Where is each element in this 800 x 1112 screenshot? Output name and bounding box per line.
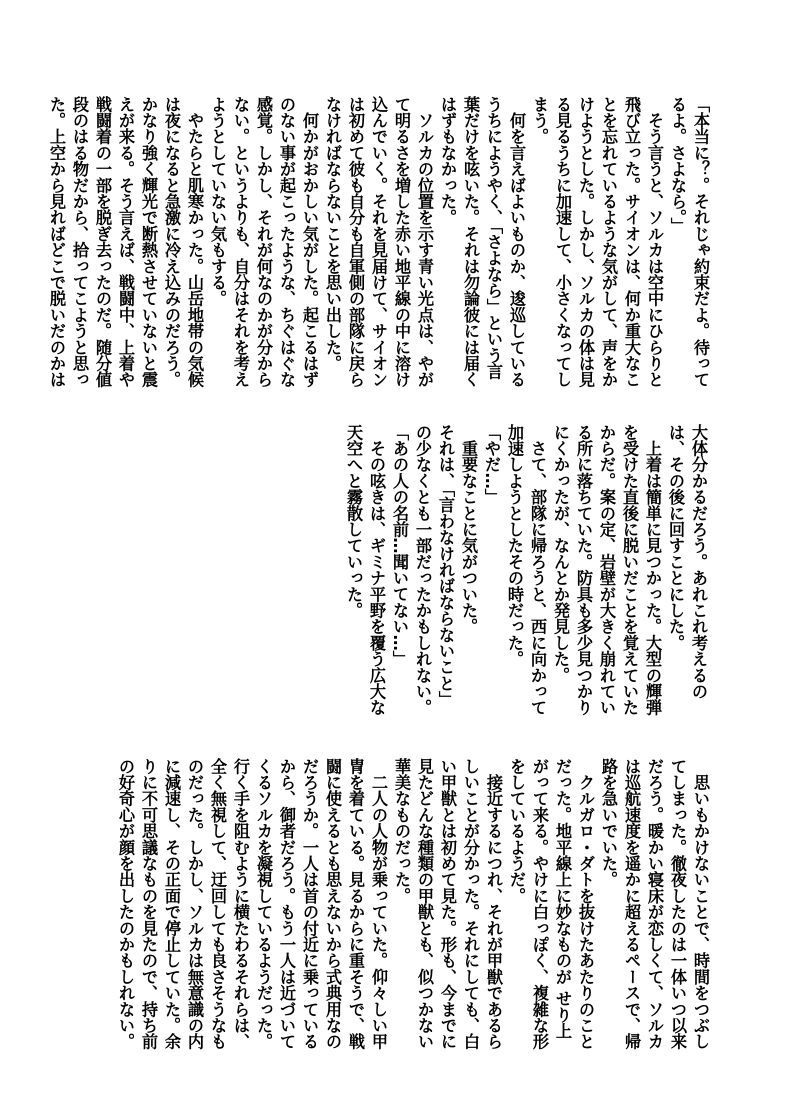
text-line: は初めて彼も自分も自軍側の部隊に戻ら xyxy=(346,96,365,388)
text-line: い甲獣とは初めて見た。形も、今までに xyxy=(438,758,457,1050)
text-line: 大体分かるだろう。あれこれ考えるの xyxy=(689,424,708,700)
text-line: がって来る。やけに白っぽく、複雑な形 xyxy=(530,758,549,1050)
text-line: まう。 xyxy=(530,96,549,145)
text-line: しいことが分かった。それにしても、白 xyxy=(461,758,480,1050)
text-line: その呟きは、ギミナ平野を覆う広大な xyxy=(367,424,386,716)
text-line: 全く無視して、迂回しても良さそうなも xyxy=(208,758,227,1050)
text-line: クルガロ・ダトを抜けたあたりのこと xyxy=(576,758,595,1050)
text-line: のない事が起こったような、ちぐはぐな xyxy=(277,96,296,388)
text-line: 華美なものだった。 xyxy=(392,758,411,904)
text-line: から、御者だろう。もう一人は近づいて xyxy=(277,758,296,1050)
text-line: にくかったが、なんとか発見した。 xyxy=(551,424,570,684)
text-line: は、その後に回すことにした。 xyxy=(666,424,685,651)
text-line: 感覚。しかし、それが何なのかが分から xyxy=(254,96,273,388)
text-line: をしているようだ。 xyxy=(507,758,526,904)
text-line: てしまった。徹夜したのは一体いつ以来 xyxy=(668,758,687,1050)
text-line: かなり強く輝光で断熱させていないと震 xyxy=(139,96,158,388)
text-line: 冑を着ている。見るからに重そうで、戦 xyxy=(346,758,365,1050)
text-line: 葉だけを呟いた。それは勿論彼には届く xyxy=(461,96,480,388)
text-line: ようとしていない気もする。 xyxy=(208,96,227,307)
text-line: うちにようやく、「さよなら」という言 xyxy=(484,96,503,380)
text-line: た。上空から見ればどこで脱いだのかは xyxy=(47,96,66,388)
text-line: て明るさを増した赤い地平線の中に溶け xyxy=(392,96,411,388)
text-line: るよ。さよなら。」 xyxy=(668,96,687,234)
text-line: それは、「言わなければならないこと」 xyxy=(436,424,455,708)
text-line: に減速し、その正面で停止していた。余 xyxy=(162,758,181,1050)
text-line: 思いもかけないことで、時間をつぶし xyxy=(691,758,710,1050)
text-line: 接近するにつれ、それが甲獣であるら xyxy=(484,758,503,1050)
text-line: の好奇心が顔を出したのかもしれない。 xyxy=(116,758,135,1050)
text-line: だろうか。一人は首の付近に乗っている xyxy=(300,758,319,1050)
text-line: は巡航速度を遥かに超えるペースで、帰 xyxy=(622,758,641,1050)
text-line: ソルカの位置を示す青い光点は、やが xyxy=(415,96,434,388)
text-line: 天空へと霧散していった。 xyxy=(344,424,363,619)
text-line: を受けた直後に脱いだことを覚えていた xyxy=(620,424,639,716)
text-line: 込んでいく。それを見届けて、サイオン xyxy=(369,96,388,388)
text-line: 飛び立った。サイオンは、何か重大なこ xyxy=(622,96,641,388)
text-line: くるソルカを凝視しているようだった。 xyxy=(254,758,273,1050)
text-block-1 xyxy=(45,96,712,388)
text-line: 行く手を阻むように横たわるそれらは、 xyxy=(231,758,250,1050)
text-line: 「やだ…」 xyxy=(482,424,501,505)
text-line: 路を急いでいた。 xyxy=(599,758,618,888)
text-line: 「本当に？。それじゃ約束だよ。待って xyxy=(691,96,710,388)
text-line: なければならないことを思い出した。 xyxy=(323,96,342,372)
text-line: えが来る。そう言えば、戦闘中、上着や xyxy=(116,96,135,388)
text-line: さて、部隊に帰ろうと、西に向かって xyxy=(528,424,547,716)
text-line: だろう。暖かい寝床が恋しくて、ソルカ xyxy=(645,758,664,1050)
text-line: はずもなかった。 xyxy=(438,96,457,226)
text-line: 戦闘着の一部を脱ぎ去ったのだ。随分値 xyxy=(93,96,112,388)
text-line: 段のはる物だから、拾ってこようと思っ xyxy=(70,96,89,388)
text-line: けようとした。しかし、ソルカの体は見 xyxy=(576,96,595,388)
text-line: は夜になると急激に冷え込みのだろう。 xyxy=(162,96,181,388)
text-line: 上着は簡単に見つかった。大型の輝弾 xyxy=(643,424,662,716)
text-block-3 xyxy=(114,758,712,1050)
text-line: 何を言えばよいものか、逡巡している xyxy=(507,96,526,388)
text-line: のだった。しかし、ソルカは無意識の内 xyxy=(185,758,204,1050)
text-line: 二人の人物が乗っていた。仰々しい甲 xyxy=(369,758,388,1050)
text-line: ない。というよりも、自分はそれを考え xyxy=(231,96,250,388)
text-line: 「あの人の名前…聞いてない…」 xyxy=(390,424,409,667)
text-line: 重要なことに気がついた。 xyxy=(459,424,478,635)
text-line: 闘に使えるとも思えないから式典用なの xyxy=(323,758,342,1050)
text-line: 加速しようとしたその時だった。 xyxy=(505,424,524,667)
text-line: やたらと肌寒かった。山岳地帯の気候 xyxy=(185,96,204,388)
text-line: る見るうちに加速して、小さくなってし xyxy=(553,96,572,388)
text-line: る所に落ちていた。防具も多少見つかり xyxy=(574,424,593,716)
text-block-2 xyxy=(342,424,710,714)
text-line: とを忘れているような気がして、声をか xyxy=(599,96,618,388)
text-line: りに不可思議なものを見たので、持ち前 xyxy=(139,758,158,1050)
text-line: 見たどんな種類の甲獣とも、似つかない xyxy=(415,758,434,1050)
text-line: からだ。案の定、岩壁が大きく崩れてい xyxy=(597,424,616,716)
text-line: の少なくとも一部だったかもしれない。 xyxy=(413,424,432,716)
text-line: そう言うと、ソルカは空中にひらりと xyxy=(645,96,664,388)
text-line: だった。地平線上に妙なものが せり上 xyxy=(553,758,572,1040)
text-line: 何かがおかしい気がした。起こるはず xyxy=(300,96,319,388)
